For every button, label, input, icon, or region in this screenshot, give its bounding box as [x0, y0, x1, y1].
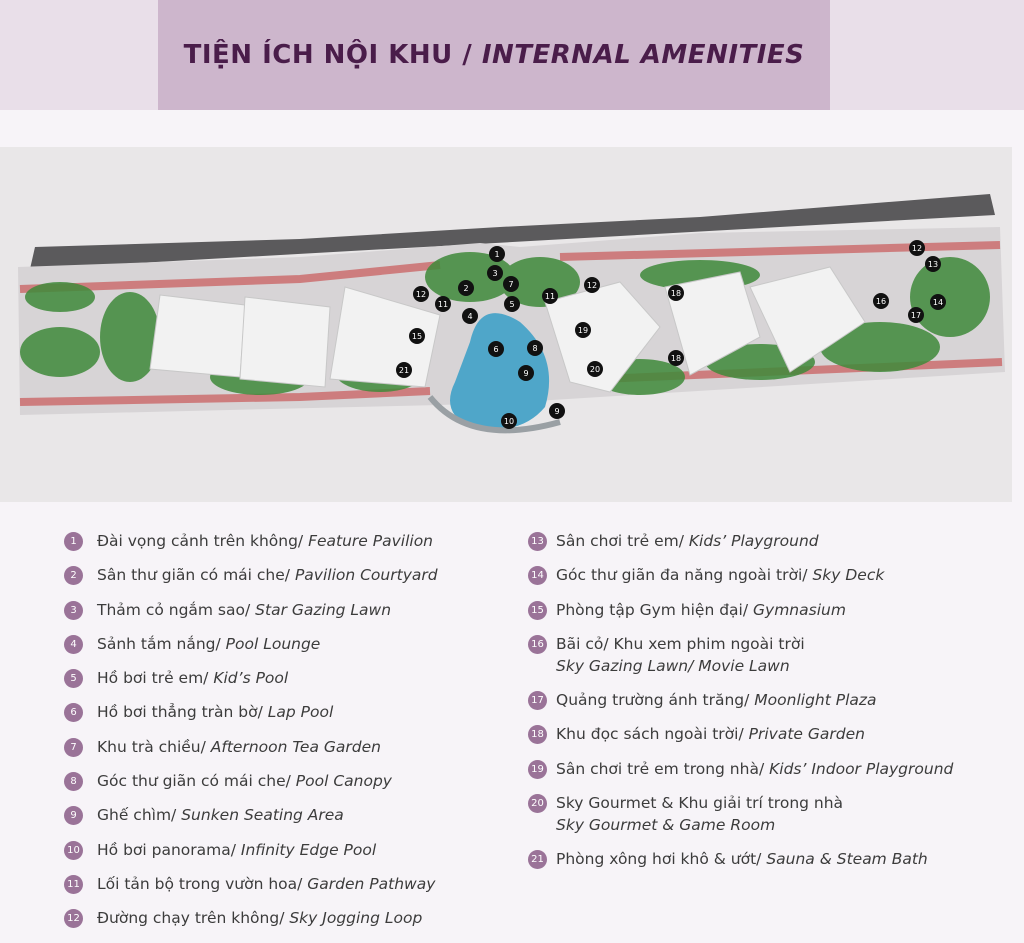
marker-4: [462, 308, 478, 324]
page-title: [184, 40, 805, 70]
legend-en: Sky Gourmet & Game Room: [556, 816, 776, 835]
svg-text:9: 9: [523, 369, 529, 378]
marker-18a: [668, 285, 684, 301]
legend-vi: Sảnh tắm nắng/: [97, 634, 226, 653]
legend-en: Sauna & Steam Bath: [766, 850, 928, 869]
marker-19: [575, 322, 591, 338]
legend-en: Kids’ Indoor Playground: [769, 759, 954, 778]
legend-number: 4: [64, 635, 83, 654]
legend-en: Sky Gazing Lawn/ Movie Lawn: [556, 656, 790, 675]
svg-text:4: 4: [467, 312, 473, 321]
svg-text:7: 7: [508, 280, 514, 289]
legend-vi: Hồ bơi trẻ em/: [97, 669, 214, 688]
legend-en: Moonlight Plaza: [754, 691, 877, 710]
legend-vi: Khu đọc sách ngoài trời/: [556, 725, 749, 744]
marker-9b: [549, 403, 565, 419]
legend-item-7: [64, 736, 524, 758]
legend-number: 7: [64, 738, 83, 757]
legend-item-20: [528, 792, 1018, 836]
legend-en: Star Gazing Lawn: [255, 600, 392, 619]
legend-vi: Hồ bơi thẳng tràn bờ/: [97, 703, 268, 722]
legend-vi: Góc thư giãn đa năng ngoài trời/: [556, 566, 813, 585]
legend-vi: Sky Gourmet & Khu giải trí trong nhà: [556, 794, 844, 813]
legend-en: Pavilion Courtyard: [294, 566, 438, 585]
legend-number: 5: [64, 669, 83, 688]
legend-number: 11: [64, 875, 83, 894]
svg-text:20: 20: [589, 365, 601, 374]
legend-number: 3: [64, 601, 83, 620]
svg-text:9: 9: [554, 407, 560, 416]
legend-number: 18: [528, 725, 547, 744]
legend-vi: Phòng xông hơi khô & ướt/: [556, 850, 767, 869]
marker-6: [488, 341, 504, 357]
legend-number: 10: [64, 841, 83, 860]
legend-right-column: [528, 530, 1018, 870]
legend-number: 21: [528, 850, 547, 869]
legend-number: 14: [528, 566, 547, 585]
legend-item-14: [528, 564, 1018, 586]
legend-en: Sky Deck: [812, 566, 885, 585]
marker-10: [501, 413, 517, 429]
legend-vi: Sân chơi trẻ em trong nhà/: [556, 759, 770, 778]
title-vi: TIỆN ÍCH NỘI KHU /: [183, 40, 482, 70]
legend-en: Gymnasium: [753, 600, 846, 619]
svg-text:11: 11: [544, 292, 556, 301]
svg-text:5: 5: [509, 300, 515, 309]
legend-number: 13: [528, 532, 547, 551]
legend-number: 8: [64, 772, 83, 791]
legend-vi: Lối tản bộ trong vườn hoa/: [97, 874, 308, 893]
legend-item-2: [64, 564, 524, 586]
marker-3: [487, 265, 503, 281]
marker-7: [503, 276, 519, 292]
legend-vi: Phòng tập Gym hiện đại/: [556, 600, 754, 619]
marker-9a: [518, 365, 534, 381]
legend-vi: Quảng trường ánh trăng/: [556, 691, 755, 710]
legend-number: 20: [528, 794, 547, 813]
marker-20: [587, 361, 603, 377]
legend-vi: Ghế chìm/: [97, 806, 182, 825]
site-plan-map: [0, 147, 1012, 502]
legend-en: Kid’s Pool: [213, 669, 289, 688]
marker-18b: [668, 350, 684, 366]
marker-16: [873, 293, 889, 309]
svg-text:2: 2: [463, 284, 469, 293]
legend-en: Kids’ Playground: [688, 532, 819, 550]
legend-item-21: [528, 848, 1018, 870]
legend-item-12: [64, 907, 524, 929]
legend-en: Pool Canopy: [295, 772, 392, 791]
legend-number: 19: [528, 760, 547, 779]
legend-left-column: [64, 530, 524, 929]
legend-en: Pool Lounge: [225, 634, 321, 653]
legend-number: 15: [528, 601, 547, 620]
legend-en: Lap Pool: [267, 703, 334, 722]
svg-text:10: 10: [503, 417, 515, 426]
legend-number: 12: [64, 909, 83, 928]
legend-item-5: [64, 667, 524, 689]
legend-item-6: [64, 701, 524, 723]
marker-5: [504, 296, 520, 312]
svg-text:17: 17: [910, 311, 922, 320]
legend-en: Feature Pavilion: [308, 532, 434, 550]
svg-text:15: 15: [411, 332, 423, 341]
marker-1: [489, 246, 505, 262]
marker-12b: [584, 277, 600, 293]
legend-number: 6: [64, 703, 83, 722]
legend-item-9: [64, 804, 524, 826]
legend-item-13: [528, 530, 1018, 552]
legend-item-18: [528, 723, 1018, 745]
marker-13: [925, 256, 941, 272]
legend-number: 1: [64, 532, 83, 551]
legend-item-19: [528, 758, 1018, 780]
legend-vi: Hồ bơi panorama/: [97, 840, 241, 859]
svg-text:18: 18: [670, 354, 682, 363]
legend-en: Garden Pathway: [307, 874, 436, 893]
title-box: [158, 0, 830, 110]
legend-vi: Đường chạy trên không/: [97, 909, 290, 928]
svg-text:19: 19: [577, 326, 589, 335]
legend-vi: Bãi cỏ/ Khu xem phim ngoài trời: [556, 634, 805, 653]
marker-11b: [542, 288, 558, 304]
legend-en: Afternoon Tea Garden: [210, 737, 381, 756]
legend-vi: Khu trà chiều/: [97, 737, 211, 756]
marker-11a: [435, 296, 451, 312]
legend-item-3: [64, 599, 524, 621]
legend-vi: Đài vọng cảnh trên không/: [97, 532, 309, 550]
svg-text:12: 12: [415, 290, 427, 299]
svg-text:11: 11: [437, 300, 449, 309]
legend-item-1: [64, 530, 524, 552]
title-en: INTERNAL AMENITIES: [481, 40, 805, 70]
legend-item-11: [64, 873, 524, 895]
legend-en: Private Garden: [748, 725, 865, 744]
legend-number: 16: [528, 635, 547, 654]
legend-vi: Thảm cỏ ngắm sao/: [97, 600, 256, 619]
svg-text:12: 12: [586, 281, 598, 290]
marker-8: [527, 340, 543, 356]
svg-text:3: 3: [492, 269, 498, 278]
marker-12a: [413, 286, 429, 302]
svg-text:14: 14: [932, 298, 944, 307]
marker-17: [908, 307, 924, 323]
svg-text:12: 12: [911, 244, 923, 253]
legend-number: 2: [64, 566, 83, 585]
legend-item-8: [64, 770, 524, 792]
legend-item-15: [528, 599, 1018, 621]
legend-en: Sky Jogging Loop: [289, 909, 423, 928]
legend-item-17: [528, 689, 1018, 711]
marker-14: [930, 294, 946, 310]
legend-en: Sunken Seating Area: [181, 806, 344, 825]
legend-vi: Góc thư giãn có mái che/: [97, 772, 296, 791]
svg-text:13: 13: [927, 260, 939, 269]
svg-text:21: 21: [398, 366, 410, 375]
svg-text:18: 18: [670, 289, 682, 298]
svg-text:16: 16: [875, 297, 887, 306]
marker-2: [458, 280, 474, 296]
marker-12c: [909, 240, 925, 256]
svg-text:8: 8: [532, 344, 538, 353]
legend-vi: Sân thư giãn có mái che/: [97, 566, 295, 585]
legend-number: 17: [528, 691, 547, 710]
site-plan-svg: [0, 147, 1012, 502]
svg-text:6: 6: [493, 345, 499, 354]
marker-15: [409, 328, 425, 344]
legend-en: Infinity Edge Pool: [240, 840, 377, 859]
svg-text:1: 1: [494, 250, 500, 259]
legend-number: 9: [64, 806, 83, 825]
legend-item-10: [64, 839, 524, 861]
legend-item-16: [528, 633, 1018, 677]
legend-vi: Sân chơi trẻ em/: [556, 532, 689, 550]
marker-21: [396, 362, 412, 378]
legend-item-4: [64, 633, 524, 655]
